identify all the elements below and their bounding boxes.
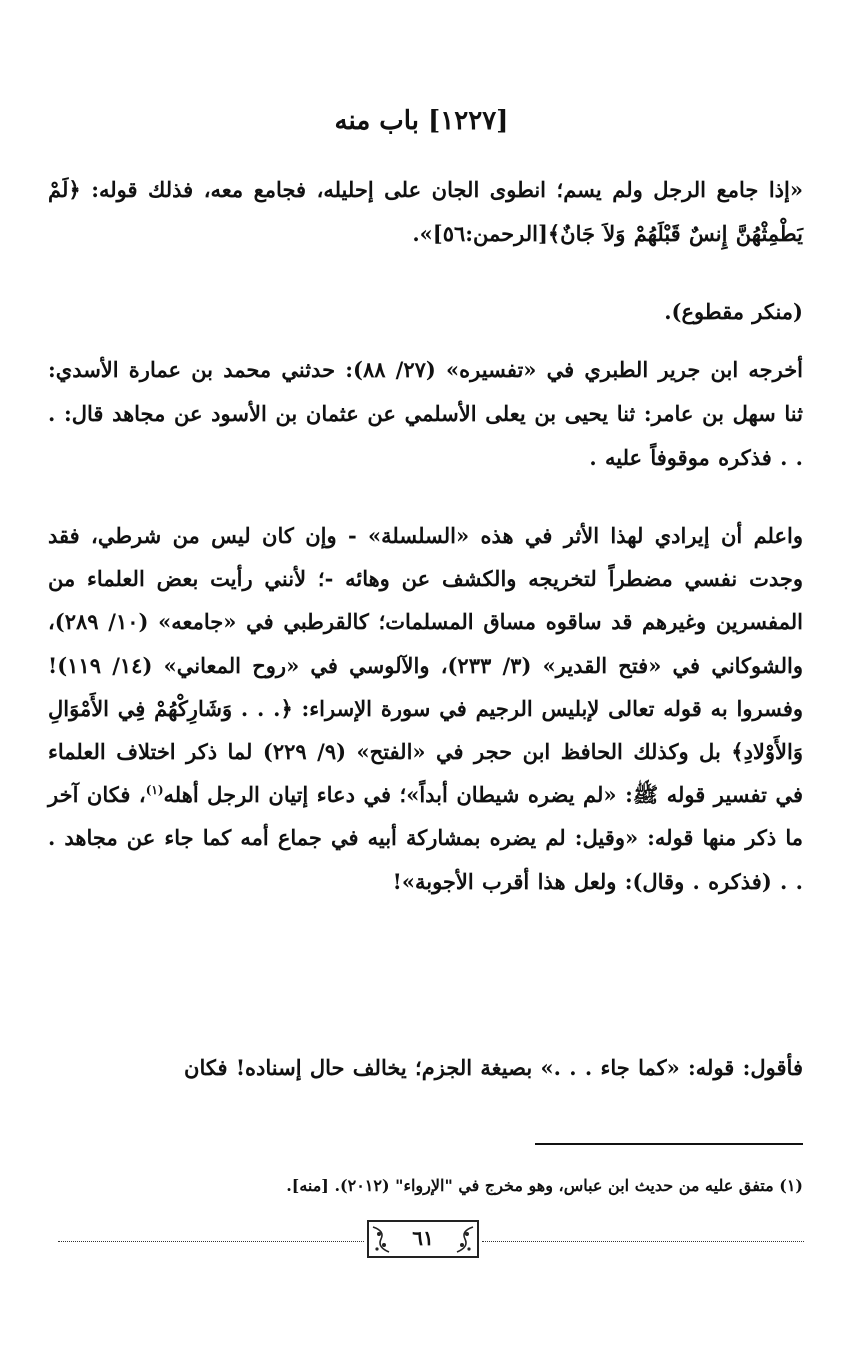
floral-ornament-icon xyxy=(453,1225,475,1255)
floral-ornament-icon xyxy=(371,1225,393,1255)
chapter-title: [١٢٢٧] باب منه xyxy=(334,106,509,136)
page-number: ٦١ xyxy=(412,1226,434,1250)
discussion-paragraph xyxy=(48,514,803,903)
grading-text: (منكر مقطوع). xyxy=(664,299,803,324)
footnote-reference[interactable]: (١) xyxy=(145,783,164,798)
footnote-text: (١) متفق عليه من حديث ابن عباس، وهو مخرج في "الإرواء" (٢٠١٢). [منه]. xyxy=(286,1176,803,1195)
discussion-rest-text: ، فكان آخر ما ذكر منها قوله: «وقيل: لم يضره بمشاركة أبيه في جماع أمه كما جاء عن مجاهد . . . (فذكره . وقال): ولعل هذا أقرب الأجوبة»! xyxy=(48,782,803,894)
footer-dotted-line-left xyxy=(58,1241,364,1242)
takhrij-paragraph: أخرجه ابن جرير الطبري في «تفسيره» (٢٧/ ٨٨): حدثني محمد بن عمارة الأسدي: ثنا سهل بن عامر: ثنا يحيى بن يعلى الأسلمي عن عثمان بن الأسود عن مجاهد قال: . . . فذكره موقوفاً عليه . xyxy=(48,357,804,470)
hadith-text: «إذا جامع الرجل ولم يسم؛ انطوى الجان على إحليله، فجامع معه، فذلك قوله: ﴿لَمْ يَطْمِثْهُنَّ إِنسٌ قَبْلَهُمْ وَلاَ جَانٌ﴾[الرحمن:٥٦]». xyxy=(48,177,803,246)
page-number-frame xyxy=(367,1220,479,1258)
discussion-main-text: واعلم أن إيرادي لهذا الأثر في هذه «السلسلة» - وإن كان ليس من شرطي، فقد وجدت نفسي مضطراً لتخريجه والكشف عن وهائه -؛ لأنني رأيت بعض العلماء من المفسرين وغيرهم قد ساقوه مساق المسلمات؛ كالقرطبي في «جامعه» (١٠/ ٢٨٩)، والشوكاني في «فتح القدير» (٣/ ٢٣٣)، والآلوسي في «روح المعاني» (١٤/ ١١٩)! وفسروا به قوله تعالى لإبليس الرجيم في سورة الإسراء: ﴿. . . وَشَارِكْهُمْ فِي الأَمْوَالِ وَالأَوْلادِ﴾ بل وكذلك الحافظ ابن حجر في «الفتح» (٩/ ٢٢٩) لما ذكر اختلاف العلماء في تفسير قوله ﷺ: «لم يضره شيطان أبداً»؛ في دعاء إتيان الرجل أهله xyxy=(48,523,804,808)
footer-dotted-line-right xyxy=(482,1241,804,1242)
conclusion-paragraph: فأقول: قوله: «كما جاء . . .» بصيغة الجزم؛ يخالف حال إسناده! فكان xyxy=(184,1055,803,1080)
footnote-separator xyxy=(535,1143,803,1145)
